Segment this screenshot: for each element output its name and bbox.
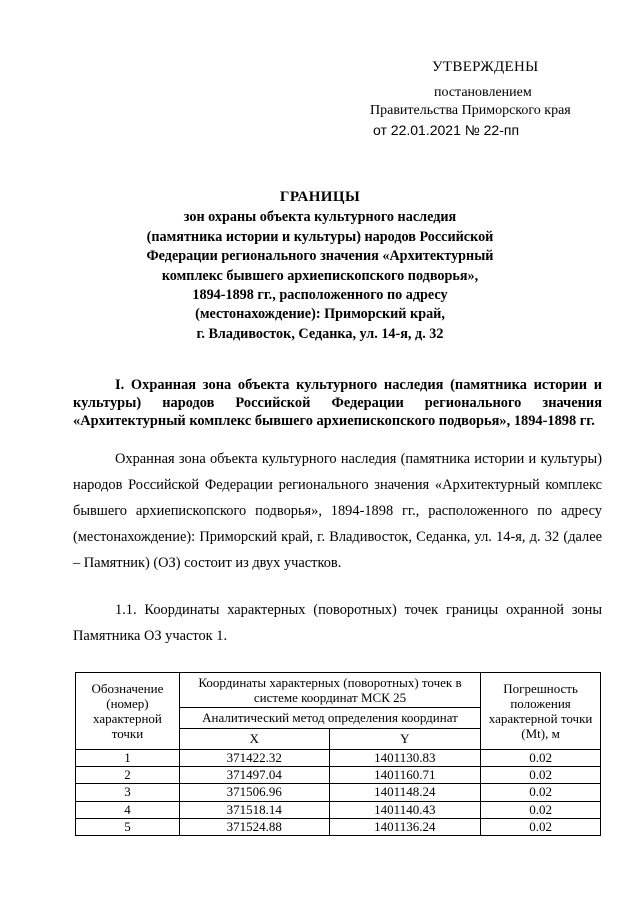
cell-y: 1401130.83 [329,750,481,767]
table-row [76,801,601,818]
subsection-paragraph: 1.1. Координаты характерных (поворотных) точек границы охранной зоны Памятника ОЗ участок 1. [73,602,602,644]
coordinates-table [75,672,601,836]
header-y: Y [329,729,481,750]
cell-x: 371422.32 [179,750,329,767]
section-heading: I. Охранная зона объекта культурного наследия (памятника истории и культуры) народов Российской Федерации регионального значения «Архитектурный комплекс бывшего архиепископского подворья», 1894-1898 гг. [73,377,602,429]
cell-error: 0.02 [481,784,601,801]
table-row [76,767,601,784]
header-x: X [179,729,329,750]
cell-number: 1 [76,750,180,767]
subtitle-line: 1894-1898 гг., расположенного по адресу [192,287,448,304]
table-row [76,784,601,801]
table-row [76,750,601,767]
approval-date-number: от 22.01.2021 № 22-пп [373,122,520,138]
header-method: Аналитический метод определения координат [179,708,480,729]
cell-y: 1401160.71 [329,767,481,784]
cell-error: 0.02 [481,767,601,784]
cell-x: 371497.04 [179,767,329,784]
cell-y: 1401140.43 [329,801,481,818]
approval-line-2: Правительства Приморского края [370,103,571,118]
cell-y: 1401148.24 [329,784,481,801]
cell-error: 0.02 [481,801,601,818]
cell-x: 371518.14 [179,801,329,818]
header-coordinates: Координаты характерных (поворотных) точек в системе координат МСК 25 [179,673,480,708]
approval-line-1: постановлением [434,85,532,100]
cell-x: 371524.88 [179,818,329,835]
cell-y: 1401136.24 [329,818,481,835]
cell-error: 0.02 [481,818,601,835]
subtitle-line: комплекс бывшего архиепископского подворья», [161,267,479,284]
subtitle-line: (памятника истории и культуры) народов Российской [146,228,494,245]
body-paragraph: Охранная зона объекта культурного наследия (памятника истории и культуры) народов Российской Федерации регионального значения «Архитектурный комплекс бывшего архиепископского подворья», 1894-1898 гг., расположенного по адресу (местонахождение): Приморский край, г. Владивосток, Седанка, ул. 14-я, д. 32 (далее – Памятник) (ОЗ) состоит из двух участков. [73,451,602,571]
cell-number: 5 [76,818,180,835]
subtitle-line: г. Владивосток, Седанка, ул. 14-я, д. 32 [196,325,444,342]
cell-x: 371506.96 [179,784,329,801]
header-point-number: Обозначение (номер) характерной точки [76,673,180,750]
subtitle-line: зон охраны объекта культурного наследия [183,209,457,226]
cell-error: 0.02 [481,750,601,767]
subtitle-line: (местонахождение): Приморский край, [195,306,445,323]
header-error: Погрешность положения характерной точки (Mt), м [481,673,601,750]
cell-number: 3 [76,784,180,801]
subtitle-line: Федерации регионального значения «Архитектурный [146,248,494,265]
cell-number: 2 [76,767,180,784]
table-row [76,818,601,835]
document-title-block [110,188,530,344]
document-title: ГРАНИЦЫ [279,189,361,205]
approval-title: УТВЕРЖДЕНЫ [432,59,539,75]
cell-number: 4 [76,801,180,818]
